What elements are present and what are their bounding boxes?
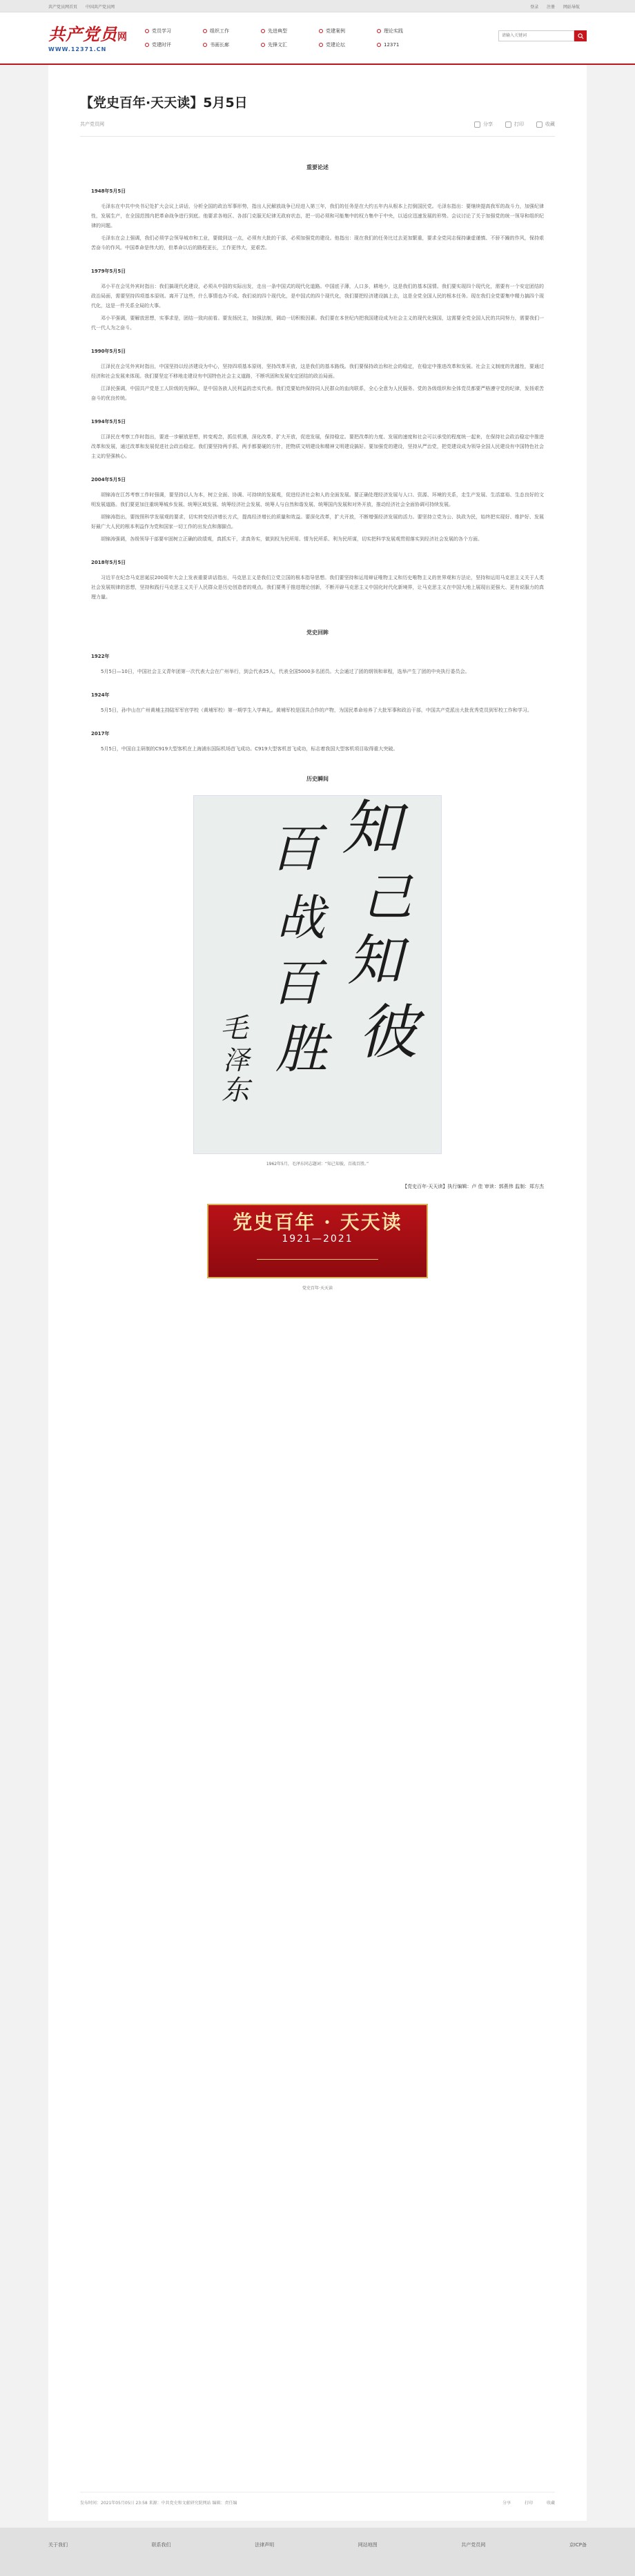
entry-date: 2004年5月5日 bbox=[91, 477, 126, 482]
banner-title: 党史百年 · 天天读 bbox=[233, 1211, 402, 1233]
search-input[interactable] bbox=[498, 30, 574, 41]
entry-1994 bbox=[91, 417, 544, 461]
entry-paragraph: 邓小平强调，要解放思想，实事求是，团结一致向前看。要发扬民主，加强法制，调动一切积极因素。我们要在本世纪内把我国建设成为社会主义的现代化强国，这需要全党全国人民的共同努力，需要我们一代一代人为之奋斗。 bbox=[91, 315, 544, 331]
series-banner bbox=[207, 1204, 428, 1278]
entry-paragraph: 江泽民在考察工作时指出，要进一步解放思想，转变观念，抓住机遇，深化改革，扩大开放，促进发展，保持稳定。要把改革的力度、发展的速度和社会可以承受的程度统一起来，在保持社会政治稳定中推进改革和发展，通过改革和发展促进社会政治稳定。我们要坚持两手抓、两手都要硬的方针，把物质文明建设和精神文明建设搞好。要加强党的建设，坚持从严治党，把党建设成为领导全国人民建设有中国特色社会主义的坚强核心。 bbox=[91, 434, 544, 459]
footer-link[interactable]: 联系我们 bbox=[151, 2542, 171, 2548]
footer-link[interactable]: 网站地图 bbox=[358, 2542, 378, 2548]
section-heading-important: 重要论述 bbox=[306, 164, 329, 170]
nav-bullet-icon bbox=[203, 29, 207, 33]
article-tools bbox=[462, 121, 555, 128]
nav-bullet-icon bbox=[145, 29, 149, 33]
nav-item[interactable]: 党建时评 bbox=[145, 39, 203, 50]
entry-2004 bbox=[91, 475, 544, 544]
entry-2018 bbox=[91, 558, 544, 602]
entry-date: 1994年5月5日 bbox=[91, 419, 126, 425]
site-header bbox=[0, 12, 635, 65]
article-card bbox=[48, 65, 587, 2521]
search-button[interactable] bbox=[574, 30, 587, 41]
event-2017 bbox=[91, 729, 544, 754]
calligraphy-char: 知 bbox=[342, 794, 401, 863]
nav-bullet-icon bbox=[377, 43, 381, 47]
calligraphy-char: 战 bbox=[277, 890, 325, 946]
section-heading-photos: 历史瞬间 bbox=[306, 776, 329, 782]
entry-paragraph: 江泽民强调，中国共产党是工人阶级的先锋队，是中国各族人民利益的忠实代表。我们党要始终保持同人民群众的血肉联系，全心全意为人民服务。党的各级组织和全体党员都要严格遵守党的纪律，发扬艰苦奋斗的优良传统。 bbox=[91, 386, 544, 401]
calligraphy-char: 东 bbox=[222, 1075, 249, 1106]
article-meta bbox=[48, 121, 587, 128]
topbar-home-link[interactable]: 共产党员网首页 bbox=[48, 4, 78, 10]
logo-brand: 共产党员 bbox=[48, 24, 117, 44]
nav-bullet-icon bbox=[319, 29, 323, 33]
entry-1979 bbox=[91, 266, 544, 333]
section-heading-events: 党史回眸 bbox=[306, 630, 329, 636]
event-1922 bbox=[91, 652, 544, 676]
topbar-left bbox=[48, 3, 121, 10]
entry-paragraph: 毛泽东在会上强调，我们必须学会领导城市和工业，要做到这一点，必须有大批的干部，必须加强党的建设。他指出：现在我们的任务比过去更加繁重，要求全党同志保持谦虚谨慎、不骄不躁的作风，保持艰苦奋斗的作风。中国革命是伟大的，但革命以后的路程更长，工作更伟大，更艰苦。 bbox=[91, 235, 544, 251]
calligraphy-char: 彼 bbox=[358, 998, 418, 1067]
logo-suffix: 网 bbox=[117, 32, 128, 43]
editor-credits: 【党史百年·天天读】执行编辑：卢 佳 审读：郭燕伟 监制：郑方杰 bbox=[402, 1184, 544, 1189]
share-button[interactable]: 分享 bbox=[474, 121, 493, 128]
favorite-button[interactable]: 收藏 bbox=[546, 2501, 555, 2506]
footer-link[interactable]: 京ICP备 bbox=[569, 2542, 587, 2548]
entry-paragraph: 胡锦涛指出，要按照科学发展观的要求，切实转变经济增长方式，提高经济增长的质量和效益。要深化改革，扩大开放，不断增强经济发展的活力。要坚持立党为公、执政为民，始终把实现好、维护好、发展好最广大人民的根本利益作为党和国家一切工作的出发点和落脚点。 bbox=[91, 514, 544, 529]
entry-date: 2018年5月5日 bbox=[91, 560, 126, 565]
entry-date: 1990年5月5日 bbox=[91, 349, 126, 354]
entry-paragraph: 江泽民在会见外宾时指出，中国坚持以经济建设为中心，坚持四项基本原则，坚持改革开放，这是我们的基本路线。我们要保持政治和社会的稳定，在稳定中推进改革和发展。社会主义制度的优越性，要通过经济和社会发展来体现。我们要坚定不移地走建设有中国特色社会主义道路，不断巩固和发展安定团结的政治局面。 bbox=[91, 364, 544, 379]
entry-paragraph: 胡锦涛在江苏考察工作时强调，要坚持以人为本，树立全面、协调、可持续的发展观，促进经济社会和人的全面发展。要正确处理经济发展与人口、资源、环境的关系，走生产发展、生活富裕、生态良好的文明发展道路。我们要更加注重统筹城乡发展、统筹区域发展、统筹经济社会发展、统筹人与自然和谐发展、统筹国内发展和对外开放，推动经济社会全面协调可持续发展。 bbox=[91, 492, 544, 507]
nav-item[interactable]: 党员学习 bbox=[145, 26, 203, 37]
topbar-site-link[interactable]: 中国共产党员网 bbox=[85, 4, 115, 10]
entry-paragraph: 胡锦涛强调，各级领导干部要牢固树立正确的政绩观，真抓实干，求真务实，做到权为民所用、情为民所系、利为民所谋，切实把科学发展观贯彻落实到经济社会发展的各个方面。 bbox=[101, 536, 482, 542]
footer-tools bbox=[490, 2499, 555, 2506]
banner-divider bbox=[257, 1259, 378, 1260]
nav-bullet-icon bbox=[145, 43, 149, 47]
top-strip bbox=[0, 0, 635, 12]
calligraphy-char: 百 bbox=[271, 954, 322, 1012]
calligraphy-caption: 1962年5月，毛泽东同志题词：“知己知彼，百战百胜。” bbox=[266, 1162, 369, 1167]
nav-bullet-icon bbox=[261, 29, 265, 33]
footer-link[interactable]: 共产党员网 bbox=[461, 2542, 486, 2548]
search-box bbox=[498, 30, 587, 41]
event-year: 1922年 bbox=[91, 654, 110, 659]
event-paragraph: 5月5日—10日，中国社会主义青年团第一次代表大会在广州举行，到会代表25人，代表全国5000多名团员。大会通过了团的纲领和章程，选举产生了团的中央执行委员会。 bbox=[101, 669, 470, 674]
event-paragraph: 5月5日，中国自主研制的C919大型客机在上海浦东国际机场首飞成功。C919大型客机首飞成功，标志着我国大型客机项目取得重大突破。 bbox=[101, 746, 398, 752]
nav-item[interactable]: 先锋文汇 bbox=[261, 39, 319, 50]
login-link[interactable]: 登录 bbox=[530, 4, 539, 10]
main-nav bbox=[145, 26, 435, 50]
calligraphy-image bbox=[193, 795, 442, 1154]
entry-1990 bbox=[91, 347, 544, 403]
nav-item[interactable]: 理论实践 bbox=[377, 26, 435, 37]
nav-item[interactable]: 组织工作 bbox=[203, 26, 261, 37]
logo-url: WWW.12371.CN bbox=[48, 46, 107, 52]
banner-caption: 党史百年·天天读 bbox=[302, 1286, 333, 1291]
entry-date: 1979年5月5日 bbox=[91, 269, 126, 274]
calligraphy-char: 泽 bbox=[223, 1045, 250, 1075]
article-source: 共产党员网 bbox=[80, 121, 104, 127]
share-button[interactable]: 分享 bbox=[502, 2501, 511, 2506]
calligraphy-char: 知 bbox=[347, 928, 402, 993]
nav-item[interactable]: 党建案例 bbox=[319, 26, 377, 37]
register-link[interactable]: 注册 bbox=[547, 4, 556, 10]
event-1924 bbox=[91, 690, 544, 715]
search-icon bbox=[578, 33, 584, 39]
entry-paragraph: 邓小平在会见外宾时指出：我们搞现代化建设，必须从中国的实际出发，走出一条中国式的现代化道路。中国底子薄，人口多，耕地少，这是我们的基本国情。我们要实现四个现代化，需要有一个安定团结的政治局面，需要坚持四项基本原则。离开了这些，什么事情也办不成。我们说的四个现代化，是中国式的四个现代化，我们要把经济建设搞上去，这是全党全国人民的根本任务。现在我们全党要集中精力搞四个现代化，这是一件关系全局的大事。 bbox=[91, 284, 544, 309]
event-year: 2017年 bbox=[91, 731, 110, 736]
print-button[interactable]: 打印 bbox=[525, 2501, 534, 2506]
event-paragraph: 5月5日，孙中山在广州黄埔主持陆军军官学校（黄埔军校）第一期学生入学典礼。黄埔军校是国共合作的产物，为国民革命培养了大批军事和政治干部，中国共产党派出大批优秀党员到军校工作和学习。 bbox=[101, 708, 532, 713]
event-year: 1924年 bbox=[91, 692, 110, 698]
print-icon bbox=[505, 121, 511, 128]
article-footer-meta bbox=[80, 2492, 555, 2506]
nav-bullet-icon bbox=[377, 29, 381, 33]
article-title: 【党史百年·天天读】5月5日 bbox=[80, 95, 248, 110]
calligraphy-char: 毛 bbox=[220, 1013, 248, 1044]
nav-item[interactable]: 先进典型 bbox=[261, 26, 319, 37]
article-body bbox=[48, 163, 587, 1294]
star-icon bbox=[536, 121, 543, 128]
topbar-right bbox=[530, 3, 587, 10]
nav-item[interactable]: 党建论坛 bbox=[319, 39, 377, 50]
favorite-button[interactable]: 收藏 bbox=[536, 121, 555, 128]
nav-item[interactable]: 12371 bbox=[377, 39, 435, 50]
publish-info: 发布时间：2021年05月05日 23:58 来源：中共党史和文献研究院网站 编辑：责任编 bbox=[80, 2501, 237, 2506]
calligraphy-char: 己 bbox=[362, 868, 413, 926]
nav-item[interactable]: 书画长廊 bbox=[203, 39, 261, 50]
nav-bullet-icon bbox=[261, 43, 265, 47]
entry-paragraph: 毛泽东在中共中央书记处扩大会议上讲话，分析全国的政治军事形势，指出人民解放战争已经进入第三年，我们的任务是在大约五年内从根本上打倒国民党。毛泽东指出：要继续提高我军的战斗力，加强纪律性，发展生产，在全国范围内把革命战争进行到底。他要求各地区、各部门克服无纪律无政府状态，把一切必须和可能集中的权力集中于中央，以适应迅速发展的形势。会议讨论了关于加强党的统一领导和组织纪律的问题。 bbox=[91, 204, 544, 228]
footer-link[interactable]: 关于我们 bbox=[48, 2542, 68, 2548]
site-footer bbox=[0, 2528, 635, 2576]
print-button[interactable]: 打印 bbox=[505, 121, 524, 128]
calligraphy-char: 胜 bbox=[275, 1018, 328, 1080]
entry-paragraph: 习近平在纪念马克思诞辰200周年大会上发表重要讲话指出，马克思主义是我们立党立国的根本指导思想。我们要坚持和运用辩证唯物主义和历史唯物主义的世界观和方法论，坚持和运用马克思主义关于人类社会发展规律的思想，坚持和践行马克思主义关于人民群众是历史创造者的观点。我们要勇于推进理论创新，不断开辟马克思主义中国化时代化新境界，让马克思主义在中国大地上展现出更强大、更有说服力的真理力量。 bbox=[91, 575, 544, 600]
footer-link[interactable]: 法律声明 bbox=[255, 2542, 275, 2548]
entry-1948 bbox=[91, 186, 544, 253]
site-logo[interactable] bbox=[48, 21, 131, 55]
banner-years: 1921—2021 bbox=[282, 1233, 353, 1245]
calligraphy-char: 百 bbox=[270, 819, 321, 879]
nav-bullet-icon bbox=[319, 43, 323, 47]
site-nav-link[interactable]: 网站导航 bbox=[563, 4, 580, 10]
entry-date: 1948年5月5日 bbox=[91, 188, 126, 194]
nav-bullet-icon bbox=[203, 43, 207, 47]
title-divider bbox=[80, 136, 555, 137]
share-icon bbox=[474, 121, 480, 128]
